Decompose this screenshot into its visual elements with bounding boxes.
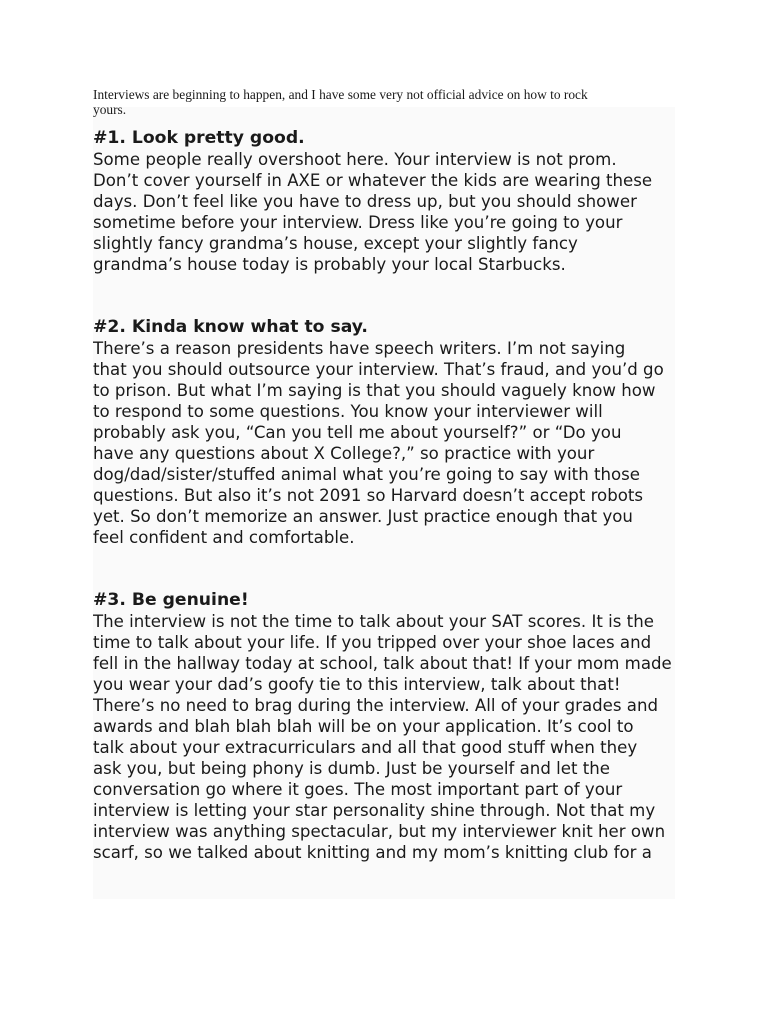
- section-be-genuine: [93, 590, 675, 863]
- body-line: There’s no need to brag during the interview. All of your grades and: [93, 696, 658, 715]
- body-line: slightly fancy grandma’s house, except your slightly fancy: [93, 234, 578, 253]
- body-line: dog/dad/sister/stuffed animal what you’re going to say with those: [93, 465, 641, 484]
- body-line: that you should outsource your interview. That’s fraud, and you’d go: [93, 360, 664, 379]
- document-page: [93, 87, 675, 899]
- body-line: Don’t cover yourself in AXE or whatever the kids are wearing these: [93, 171, 653, 190]
- body-line: sometime before your interview. Dress like you’re going to your: [93, 213, 623, 232]
- intro-line: yours.: [93, 102, 127, 117]
- body-line: scarf, so we talked about knitting and my mom’s knitting club for a: [93, 843, 652, 862]
- section-heading: #2. Kinda know what to say.: [93, 317, 368, 337]
- body-line: The interview is not the time to talk about your SAT scores. It is the: [93, 612, 654, 631]
- body-line: days. Don’t feel like you have to dress up, but you should shower: [93, 192, 637, 211]
- body-line: interview was anything spectacular, but my interviewer knit her own: [93, 822, 666, 841]
- body-line: probably ask you, “Can you tell me about yourself?” or “Do you: [93, 423, 622, 442]
- section-heading: #3. Be genuine!: [93, 590, 249, 610]
- body-line: interview is letting your star personality shine through. Not that my: [93, 801, 656, 820]
- body-line: have any questions about X College?,” so practice with your: [93, 444, 595, 463]
- intro-line: Interviews are beginning to happen, and I have some very not official advice on how to rock: [93, 87, 588, 102]
- section-body: [93, 149, 675, 275]
- body-line: conversation go where it goes. The most important part of your: [93, 780, 623, 799]
- intro-paragraph: [93, 87, 675, 117]
- body-line: grandma’s house today is probably your local Starbucks.: [93, 255, 566, 274]
- body-line: There’s a reason presidents have speech writers. I’m not saying: [93, 339, 626, 358]
- body-line: you wear your dad’s goofy tie to this interview, talk about that!: [93, 675, 621, 694]
- body-line: questions. But also it’s not 2091 so Harvard doesn’t accept robots: [93, 486, 644, 505]
- section-look-pretty-good: [93, 128, 675, 275]
- body-line: Some people really overshoot here. Your interview is not prom.: [93, 150, 617, 169]
- body-line: to respond to some questions. You know your interviewer will: [93, 402, 603, 421]
- section-body: [93, 611, 675, 863]
- body-line: time to talk about your life. If you tripped over your shoe laces and: [93, 633, 652, 652]
- body-line: to prison. But what I’m saying is that you should vaguely know how: [93, 381, 656, 400]
- body-line: talk about your extracurriculars and all that good stuff when they: [93, 738, 638, 757]
- body-line: ask you, but being phony is dumb. Just be yourself and let the: [93, 759, 610, 778]
- body-line: fell in the hallway today at school, talk about that! If your mom made: [93, 654, 672, 673]
- section-heading: #1. Look pretty good.: [93, 128, 305, 148]
- body-line: yet. So don’t memorize an answer. Just practice enough that you: [93, 507, 633, 526]
- body-line: awards and blah blah blah will be on your application. It’s cool to: [93, 717, 634, 736]
- section-body: [93, 338, 675, 548]
- body-line: feel confident and comfortable.: [93, 528, 355, 547]
- section-know-what-to-say: [93, 317, 675, 548]
